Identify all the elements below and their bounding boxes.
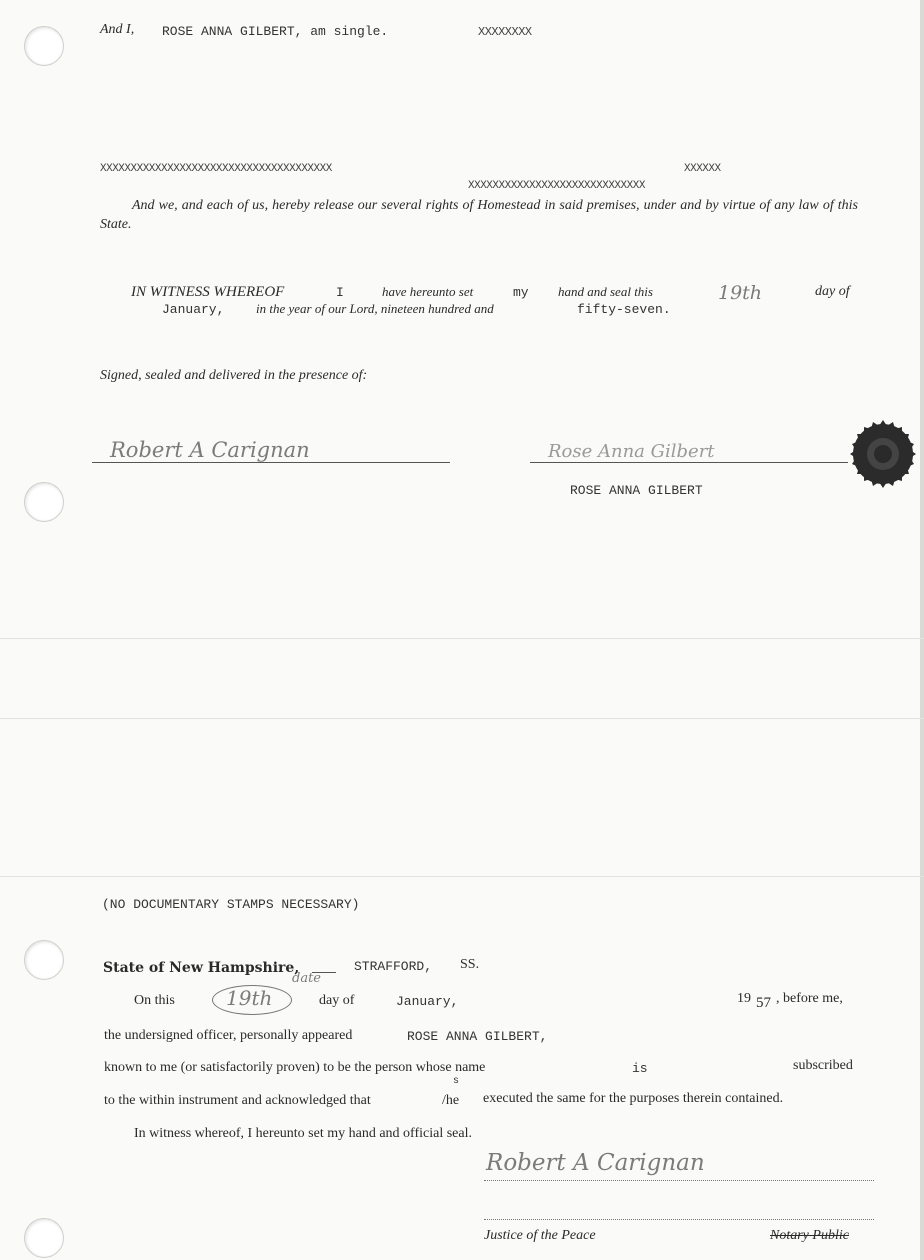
page-edge-shadow [920,0,924,1260]
witness-hand-seal: hand and seal this [558,284,653,299]
struck-line: XXXXXXXXXXXXXXXXXXXXXXXXXXXXXXXXXXXXXX [100,163,332,175]
fold-line [0,876,924,877]
fold-line [0,638,924,639]
ack-month: January, [396,994,459,1009]
binder-hole [24,1218,64,1258]
signer-signature-line [530,462,848,463]
binder-hole [24,26,64,66]
ack-year-prefix: 19 [737,991,751,1006]
county: STRAFFORD, [354,959,433,974]
signer-signature: Rose Anna Gilbert [548,441,715,462]
ack-in-witness: In witness whereof, I hereunto set my hand and official seal. [134,1126,472,1141]
presence-label: Signed, sealed and delivered in the presence of: [100,368,368,383]
ack-line4-tail: executed the same for the purposes therein contained. [483,1091,784,1106]
struck-text: XXXXXXXX [478,25,532,39]
notary-seal-icon [848,418,918,490]
ack-line2-lead: the undersigned officer, personally appeared [104,1028,353,1043]
witness-month: January, [162,302,225,317]
officer-signature-line [484,1180,874,1181]
and-i-label: And I, [100,22,135,37]
signer-printed-name: ROSE ANNA GILBERT [570,483,703,498]
ack-day-of: day of [319,993,355,1008]
witness-year-text: in the year of our Lord, nineteen hundred and [256,301,494,316]
ss-label: SS. [460,957,480,972]
witness-day-handwritten: 19th [718,282,763,304]
struck-line: XXXXXX [684,163,721,175]
witness-day-of: day of [815,284,850,299]
ack-subscribed: subscribed [793,1058,853,1073]
ack-pronoun: /he [442,1093,460,1108]
struck-line: XXXXXXXXXXXXXXXXXXXXXXXXXXXXX [468,180,645,192]
witness-have-set: have hereunto set [382,284,474,299]
witness-pronoun: I [336,285,344,300]
ack-verb: is [632,1061,648,1076]
witness-signature-line [92,462,450,463]
ack-day-handwritten: 19th [226,986,273,1010]
state-heading: State of New Hampshire, [103,960,300,976]
binder-hole [24,940,64,980]
ack-line4-lead: to the within instrument and acknowledged that [104,1093,371,1108]
title-justice-of-peace: Justice of the Peace [484,1228,596,1243]
officer-signature: Robert A Carignan [486,1150,705,1176]
fold-line [0,718,924,719]
witness-possessive: my [513,285,529,300]
officer-title-line [484,1219,874,1220]
before-me: , before me, [776,991,843,1006]
homestead-release-paragraph: And we, and each of us, hereby release our several rights of Homestead in said premises, under and by virtue of any law of this State. [100,198,858,232]
witness-year: fifty-seven. [577,302,671,317]
ack-line3-lead: known to me (or satisfactorily proven) to be the person whose name [104,1060,486,1075]
stamps-note: (NO DOCUMENTARY STAMPS NECESSARY) [102,897,360,912]
ack-year-suffix: 57 [756,995,771,1011]
witness-signature: Robert A Carignan [110,438,310,462]
ack-day-note: date [292,971,321,986]
ack-s-mark: s [453,1076,460,1087]
single-clause: ROSE ANNA GILBERT, am single. [162,24,389,39]
witness-lead: IN WITNESS WHEREOF [131,284,285,300]
ack-person: ROSE ANNA GILBERT, [407,1029,548,1044]
binder-hole [24,482,64,522]
title-notary-public: Notary Public [770,1228,849,1243]
on-this-label: On this [134,993,175,1008]
